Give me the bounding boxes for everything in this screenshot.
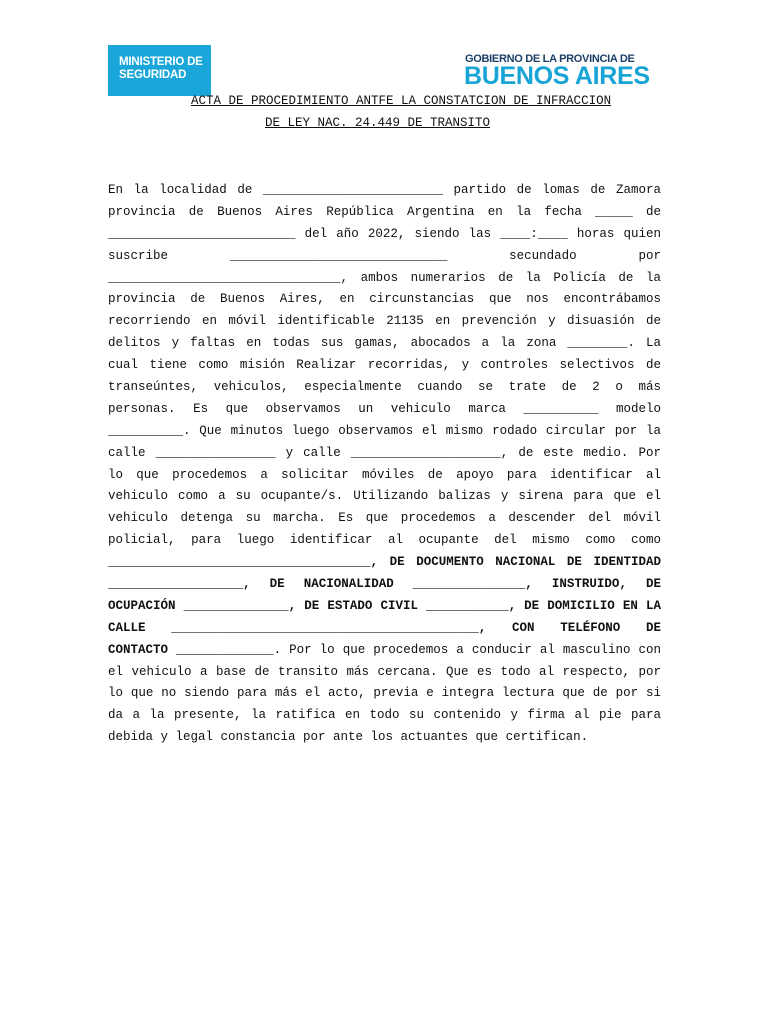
body-line: recorriendo en móvil identificable 21135 en prevención y disuasión de	[108, 314, 661, 329]
ministerio-seguridad-logo	[108, 45, 211, 96]
body-line-identity	[108, 552, 661, 574]
body-line: suscribe _____________________________ secundado por	[108, 248, 661, 263]
body-line: _________________________ del año 2022, siendo las ____:____ horas quien	[108, 226, 661, 241]
body-line: _______________________________, ambos numerarios de la Policía de la	[108, 270, 661, 285]
body-line: lo que procedemos a solicitar móviles de apoyo para identificar al	[108, 467, 661, 482]
document-title-line1: ACTA DE PROCEDIMIENTO ANTFE LA CONSTATCION DE INFRACCION	[191, 94, 612, 108]
body-line: transeúntes, vehiculos, especialmente cuando se trate de 2 o más	[108, 380, 661, 395]
document-title-line2: DE LEY NAC. 24.449 DE TRANSITO	[265, 116, 491, 130]
body-line: el vehiculo a base de transito más cercana. Que es todo al respecto, por	[108, 664, 661, 679]
document-body	[108, 180, 661, 749]
blank-name: ___________________________________	[108, 555, 371, 570]
body-line: En la localidad de ________________________ partido de lomas de Zamora	[108, 183, 661, 197]
body-line: vehiculo como a su ocupante/s. Utilizando balizas y sirena para que el	[108, 489, 661, 504]
contact-rest: _____________. Por lo que procedemos a conducir al masculino con	[168, 642, 661, 657]
body-line: cual tiene como misión Realizar recorridas, y controles selectivos de	[108, 358, 661, 373]
body-line: provincia de Buenos Aires República Argentina en la fecha _____ de	[108, 204, 661, 219]
contact-label: CONTACTO	[108, 642, 169, 657]
body-line: __________. Que minutos luego observamos el mismo rodado circular por la	[108, 423, 661, 438]
body-line: personas. Es que observamos un vehiculo marca __________ modelo	[108, 401, 661, 416]
logo-right-top: GOBIERNO DE LA PROVINCIA DE	[465, 53, 635, 65]
body-line-street: CALLE _________________________________________, CON TELÉFONO DE	[108, 620, 661, 635]
body-line-last: debida y legal constancia por ante los actuantes que certifican.	[108, 730, 589, 745]
gobierno-buenos-aires-logo	[455, 45, 650, 97]
body-line: da a la presente, la ratifica en todo su contenido y firma al pie para	[108, 708, 661, 723]
body-line: policial, para luego identificar al ocupante del mismo como como	[108, 533, 661, 548]
logo-left-line1: MINISTERIO DE	[119, 56, 203, 68]
bold-text: , DE DOCUMENTO NACIONAL DE IDENTIDAD	[370, 555, 661, 570]
body-line-contact	[108, 640, 661, 662]
body-line-nationality: __________________, DE NACIONALIDAD _______________, INSTRUIDO, DE	[108, 577, 661, 592]
logo-right-big: BUENOS AIRES	[464, 62, 650, 90]
body-line: vehiculo detenga su marcha. Es que procedemos a descender del móvil	[108, 511, 661, 526]
body-line: lo que no siendo para más el acto, previa e integra lectura que de por si	[108, 686, 661, 701]
body-line: calle ________________ y calle ____________________, de este medio. Por	[108, 445, 661, 460]
body-line-occupation: OCUPACIÓN ______________, DE ESTADO CIVIL ___________, DE DOMICILIO EN LA	[108, 598, 661, 613]
body-line: delitos y faltas en todas sus gamas, abocados a la zona ________. La	[108, 336, 661, 351]
logo-left-line2: SEGURIDAD	[119, 69, 187, 81]
body-line: provincia de Buenos Aires, en circunstancias que nos encontrábamos	[108, 292, 661, 307]
